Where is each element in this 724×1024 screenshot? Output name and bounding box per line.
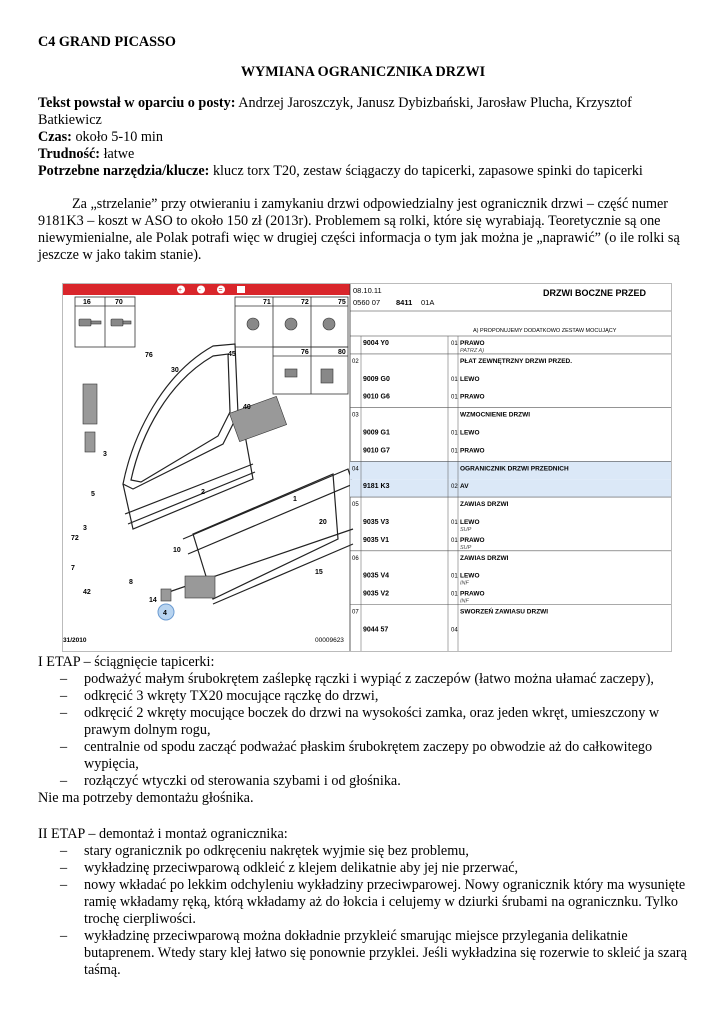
callout: 42 xyxy=(83,589,91,596)
table-ref: 9010 G6 xyxy=(363,393,390,401)
meta-difficulty xyxy=(38,146,688,163)
table-qty: 04 xyxy=(451,627,458,634)
table-ref: 9044 57 xyxy=(363,626,389,634)
table-ref: 9009 G0 xyxy=(363,375,390,383)
etap-2-section xyxy=(38,826,688,979)
table-group: 04 xyxy=(352,466,359,473)
kit-labels xyxy=(83,299,346,356)
table-desc: PRAWO xyxy=(460,393,485,401)
callout: 10 xyxy=(173,547,181,554)
table-qty: 01 xyxy=(451,430,458,437)
diagram-footer-right: 00009623 xyxy=(315,637,344,644)
list-item: – nowy wkładać po lekkim odchyleniu wykładziny przeciwparowej. Nowy ogranicznik który ma wysunięte ramię wkładamy ręką, którą wkładamy aż do łokcia i celujemy w dziurki śrubami na ogranicznku. Tylko trochę cierpliwości. xyxy=(38,877,688,928)
door-frame-drawing xyxy=(123,344,353,604)
table-group: 07 xyxy=(352,609,359,616)
table-desc: LEWO xyxy=(460,519,480,526)
diagram-code-suffix: 01A xyxy=(421,298,435,307)
kit-label: 70 xyxy=(115,299,123,306)
table-row[interactable] xyxy=(363,519,480,533)
callout: 2 xyxy=(201,489,205,496)
proposed-note: A) PROPONUJEMY DODATKOWO ZESTAW MOCUJĄCY xyxy=(473,328,617,334)
table-row[interactable] xyxy=(363,447,485,454)
kit-label: 76 xyxy=(301,349,309,356)
table-desc: PRAWO xyxy=(460,536,485,544)
table-ref: 9035 V3 xyxy=(363,519,390,526)
meta-tools-value: klucz torx T20, zestaw ściągaczy do tapicerki, zapasowe spinki do tapicerki xyxy=(209,163,643,179)
callout: 20 xyxy=(319,519,327,526)
diagram-code-bold: 8411 xyxy=(396,298,413,307)
diagram-toolbar xyxy=(63,284,350,295)
meta-tools xyxy=(38,163,688,180)
table-desc: ZAWIAS DRZWI xyxy=(460,501,509,509)
table-row[interactable] xyxy=(363,591,485,605)
doc-subtitle: WYMIANA OGRANICZNIKA DRZWI xyxy=(240,64,486,80)
table-note: PATRZ A) xyxy=(460,348,485,354)
meta-difficulty-value: łatwe xyxy=(100,146,135,162)
callout: 45 xyxy=(228,351,236,358)
table-row[interactable] xyxy=(350,497,671,508)
table-desc: PŁAT ZEWNĘTRZNY DRZWI PRZED. xyxy=(460,357,573,365)
table-desc: AV xyxy=(460,483,469,491)
table-ref: 9004 Y0 xyxy=(363,340,389,347)
callout: 8 xyxy=(129,579,133,586)
meta-block xyxy=(38,95,688,180)
list-item: – stary ogranicznik po odkręceniu nakrętek wyjmie się bez problemu, xyxy=(38,843,688,860)
svg-text:+: + xyxy=(178,287,183,294)
meta-source xyxy=(38,95,688,129)
table-ref: 9035 V2 xyxy=(363,590,390,598)
table-desc: LEWO xyxy=(460,572,480,580)
table-row[interactable] xyxy=(350,551,671,562)
table-group: 02 xyxy=(352,358,359,365)
intro-paragraph: Za „strzelanie” przy otwieraniu i zamykaniu drzwi odpowiedzialny jest ogranicznik drzwi – część numer 9181K3 – koszt w ASO to około 150 zł (2013r). Problemem są rolki, które się wyrabiają. Teoretycznie są one niewymienialne, ale Polak potrafi więc w drugiej części informacja o tym jak można je „naprawić” (o ile rolki są jeszcze w jako takim stanie). xyxy=(38,196,680,263)
table-note: SUP xyxy=(460,527,472,533)
table-qty: 02 xyxy=(451,484,458,491)
table-row[interactable] xyxy=(363,394,485,401)
etap-1-list xyxy=(38,671,688,790)
table-desc: PRAWO xyxy=(460,340,485,347)
table-qty: 01 xyxy=(451,537,458,544)
parts-diagram xyxy=(62,283,672,652)
table-row[interactable] xyxy=(363,376,480,383)
table-note: INF xyxy=(460,580,469,587)
table-qty: 01 xyxy=(451,591,458,598)
table-row[interactable] xyxy=(350,354,671,365)
table-ref: 9035 V4 xyxy=(363,572,390,580)
callout: 3 xyxy=(83,525,87,532)
table-desc: WZMOCNIENIE DRZWI xyxy=(460,411,531,419)
table-group: 03 xyxy=(352,412,359,419)
kit-label: 80 xyxy=(338,349,346,356)
etap-1-footer: Nie ma potrzeby demontażu głośnika. xyxy=(38,790,254,806)
table-qty: 01 xyxy=(451,520,458,526)
diagram-header-title: DRZWI BOCZNE PRZED xyxy=(543,288,646,298)
table-ref: 9009 G1 xyxy=(363,429,390,437)
callout: 5 xyxy=(91,491,95,498)
table-ref: 9181 K3 xyxy=(363,483,390,491)
parts-table xyxy=(350,336,671,651)
table-qty: 01 xyxy=(451,341,458,347)
kit-label: 71 xyxy=(263,299,271,306)
table-qty: 01 xyxy=(451,448,458,455)
callout: 4 xyxy=(163,610,167,617)
callout: 3 xyxy=(103,451,107,458)
table-note: INF xyxy=(460,598,469,605)
table-ref: 9035 V1 xyxy=(363,536,390,544)
list-item: – wykładzinę przeciwparową można dokładnie przykleić smarując miejsce przylegania delikatnie butaprenem. Wtedy stary klej łatwo się ponownie przyklei. Jeśli wykładzina się rozerwie to skleić ja szarą taśmą. xyxy=(38,928,688,979)
table-desc: SWORZEŃ ZAWIASU DRZWI xyxy=(460,608,549,616)
table-desc: ZAWIAS DRZWI xyxy=(460,554,509,562)
table-row[interactable] xyxy=(350,479,671,497)
table-row[interactable] xyxy=(363,340,485,354)
table-desc: LEWO xyxy=(460,429,480,437)
bolt-icons xyxy=(79,318,335,383)
table-row[interactable] xyxy=(363,626,458,633)
callout: 72 xyxy=(71,535,79,542)
etap-2-list xyxy=(38,843,688,979)
list-item: – odkręcić 2 wkręty mocujące boczek do drzwi na wysokości zamka, oraz jeden wkręt, umieszczony w prawym dolnym rogu, xyxy=(38,705,688,739)
table-row[interactable] xyxy=(363,430,480,437)
callout: 1 xyxy=(293,496,297,503)
callout: 76 xyxy=(145,352,153,359)
callout: 40 xyxy=(243,404,251,411)
table-qty: 01 xyxy=(451,376,458,383)
list-item: – odkręcić 3 wkręty TX20 mocujące rączkę do drzwi, xyxy=(38,688,688,705)
meta-tools-label: Potrzebne narzędzia/klucze: xyxy=(38,163,210,179)
svg-text:=: = xyxy=(218,287,223,294)
table-row[interactable] xyxy=(350,408,671,419)
table-desc: PRAWO xyxy=(460,590,485,598)
table-desc: PRAWO xyxy=(460,447,485,455)
table-row[interactable] xyxy=(350,605,671,616)
callout: 30 xyxy=(171,367,179,374)
list-item: – wykładzinę przeciwparową odkleić z klejem delikatnie aby jej nie przerwać, xyxy=(38,860,688,877)
meta-difficulty-label: Trudność: xyxy=(38,146,101,162)
doc-title: C4 GRAND PICASSO xyxy=(38,34,176,50)
diagram-code-prefix: 0560 07 xyxy=(353,298,381,307)
document-header xyxy=(38,34,688,278)
svg-text:-: - xyxy=(198,287,201,294)
hinge-parts xyxy=(83,384,287,601)
callout: 15 xyxy=(315,569,323,576)
kit-box-left xyxy=(75,297,348,394)
print-icon[interactable] xyxy=(237,286,245,293)
list-item: – centralnie od spodu zacząć podważać płaskim śrubokrętem zaczepy po obwodzie aż do całkowitego wypięcia, xyxy=(38,739,688,773)
meta-source-value: Andrzej Jaroszczyk, Janusz Dybizbański, Jarosław Plucha, Krzysztof Batkiewicz xyxy=(38,95,632,128)
kit-label: 75 xyxy=(338,299,346,306)
table-group: 05 xyxy=(352,502,359,509)
table-ref: 9010 G7 xyxy=(363,447,390,455)
table-desc: OGRANICZNIK DRZWI PRZEDNICH xyxy=(460,465,569,473)
table-row[interactable] xyxy=(350,461,671,479)
diagram-date: 08.10.11 xyxy=(353,286,382,295)
etap-1-heading: I ETAP – ściągnięcie tapicerki: xyxy=(38,654,215,670)
etap-2-heading: II ETAP – demontaż i montaż ogranicznika: xyxy=(38,826,288,842)
diagram-svg xyxy=(63,284,671,651)
table-note: SUP xyxy=(460,544,472,551)
table-group: 06 xyxy=(352,555,359,562)
meta-time-value: około 5-10 min xyxy=(71,129,163,145)
kit-label: 16 xyxy=(83,299,91,306)
table-qty: 01 xyxy=(451,394,458,401)
table-row[interactable] xyxy=(363,537,485,551)
kit-label: 72 xyxy=(301,299,309,306)
meta-time-label: Czas: xyxy=(38,129,72,145)
meta-time xyxy=(38,129,688,146)
list-item: – rozłączyć wtyczki od sterowania szybami i od głośnika. xyxy=(38,773,688,790)
callout: 7 xyxy=(71,565,75,572)
etap-1-section xyxy=(38,654,688,807)
list-item: – podważyć małym śrubokrętem zaślepkę rączki i wypiąć z zaczepów (łatwo można ułamać zaczepy), xyxy=(38,671,688,688)
callout: 14 xyxy=(149,597,157,604)
meta-source-label: Tekst powstał w oparciu o posty: xyxy=(38,95,236,111)
table-desc: LEWO xyxy=(460,375,480,383)
table-row[interactable] xyxy=(363,573,480,587)
diagram-footer-left: 31/2010 xyxy=(63,637,87,644)
table-qty: 01 xyxy=(451,573,458,580)
